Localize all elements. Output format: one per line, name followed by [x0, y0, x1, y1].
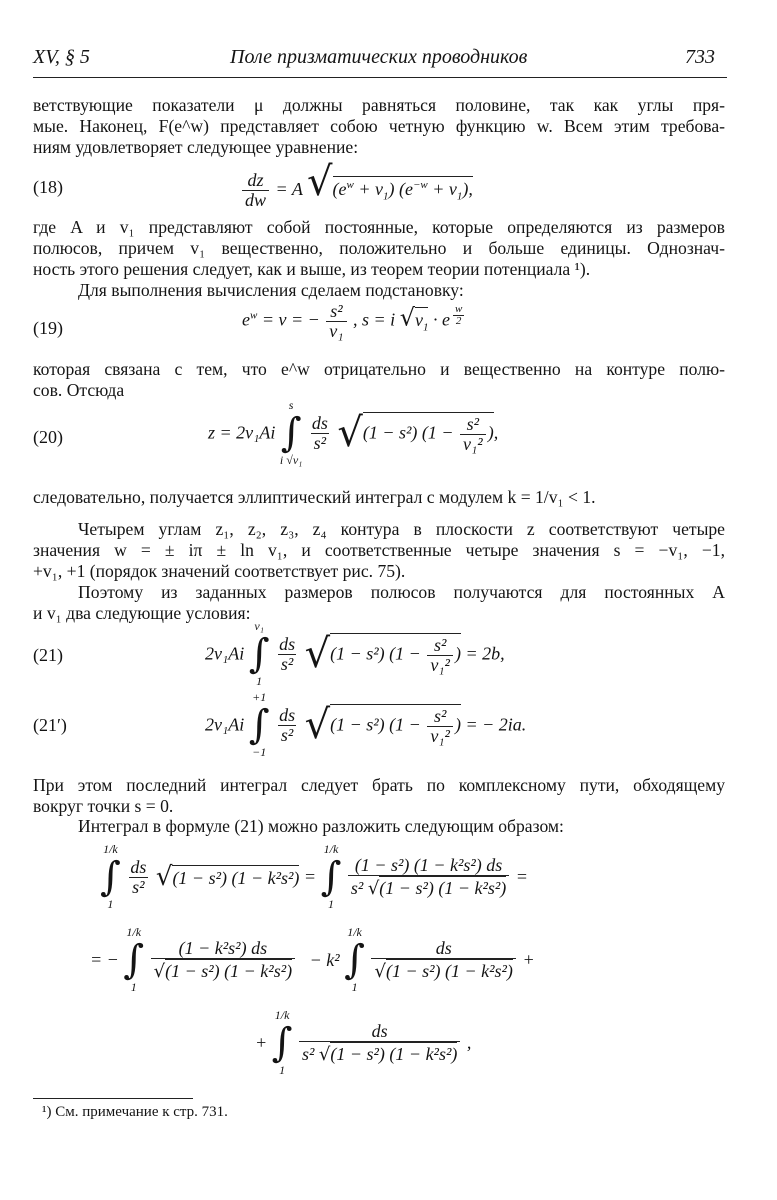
equation-number: (18)	[33, 177, 63, 197]
equation-number: (21′)	[33, 715, 67, 735]
header-rule	[33, 77, 727, 78]
text-line: которая связана с тем, что e^w отрицательно и вещественно на контуре полю-	[33, 359, 725, 379]
equation-number: (19)	[33, 318, 63, 338]
radicand: $(e^w + v_1) (e^{-w} + v_1)$,	[333, 176, 473, 203]
text-line: +v₁, +1 (порядок значений соответствует рис. 75).	[33, 561, 406, 581]
equation-22-row-2: = − 1/k ∫ 1 $\frac{\text{(1 − k²s²) ds}}{\text{√(1 − s²) (1 − k²s²)}}$ − k² 1/k ∫ 1 $\frac{ds}{\text{√(1 − s²) (1 − k²s²)}}$ +	[90, 925, 535, 994]
text-line: ниям удовлетворяет следующее уравнение:	[33, 137, 359, 157]
page-number: 733	[685, 46, 715, 68]
equation-21-prime: 2v₁Ai +1 ∫ −1 $\frac{ds}{\text{s²}}$ √(1 − s²) (1 − $\frac{\text{s²}}{\text{v₁²}}$ ) = − 2ia.	[205, 690, 527, 759]
equation-21: 2v₁Ai v₁ ∫ 1 $\frac{ds}{\text{s²}}$ √(1 − s²) (1 − $\frac{\text{s²}}{\text{v₁²}}$ ) = 2b,	[205, 619, 505, 688]
footnote: ¹) См. примечание к стр. 731.	[42, 1104, 228, 1120]
running-header-title: Поле призматических проводников	[230, 46, 528, 68]
text-line: следовательно, получается эллиптический интеграл с модулем k = 1/v₁ < 1.	[33, 487, 596, 507]
text-line: Четырем углам z₁, z₂, z₃, z₄ контура в плоскости z соответствуют четыре	[78, 519, 725, 539]
text-line: вокруг точки s = 0.	[33, 796, 174, 816]
running-header-section: XV, § 5	[33, 46, 90, 68]
text-line: ность этого решения следует, как и выше, из теорем теории потенциала ¹).	[33, 259, 591, 279]
equation-number: (21)	[33, 645, 63, 665]
text-line: мые. Наконец, F(e^w) представляет собою четную функцию w. Всем этим требова-	[33, 116, 725, 136]
equation-22-row-1: 1/k ∫ 1 $\frac{ds}{\text{s²}}$ √(1 − s²) (1 − k²s²) = 1/k ∫ 1 $\frac{\text{(1 − s²) (1 − k²s²) ds}}{\text{s² √(1 − s²) (1 − k²s²)}}$ =	[100, 842, 528, 911]
text-line: Поэтому из заданных размеров полюсов получаются для постоянных A	[78, 582, 725, 602]
text-line: Для выполнения вычисления сделаем подстановку:	[78, 280, 464, 300]
fraction: $\frac{dz}{dw}$	[242, 171, 269, 210]
text-line: При этом последний интеграл следует брать по комплексному пути, обходящему	[33, 775, 725, 795]
text-line: полюсов, причем v₁ вещественно, положительно и больше единицы. Однознач-	[33, 238, 725, 258]
equation-19: $e^w = v$ = − $\frac{\text{s²}}{\text{v₁}}$ , s = i $√v_1 \cdot e$ $^{\frac{w}{2}}$	[242, 302, 467, 341]
equation-number: (20)	[33, 427, 63, 447]
equation-18: $\frac{dz}{dw}$ = A $√(e^w + v_1) (e^{-w} + v_1)$,	[240, 162, 473, 210]
text-line: сов. Отсюда	[33, 380, 125, 400]
footnote-rule	[33, 1098, 193, 1099]
text-line: ветствующие показатели μ должны равняться половине, так как углы пря-	[33, 95, 725, 115]
text-line: где A и v₁ представляют собой постоянные, которые определяются из размеров	[33, 217, 725, 237]
equation-20: z = 2v₁Ai s ∫ i √v₁ $\frac{ds}{\text{s²}}$ √(1 − s²) (1 − $\frac{\text{s²}}{\text{v₁²}}$ ),	[208, 398, 499, 467]
text-line: и v₁ два следующие условия:	[33, 603, 251, 623]
text-line: значения w = ± iπ ± ln v₁, и соответственные четыре значения s = −v₁, −1,	[33, 540, 725, 560]
sqrt-sign: √	[307, 159, 333, 205]
text-line: Интеграл в формуле (21) можно разложить следующим образом:	[78, 816, 564, 836]
equation-22-row-3: + 1/k ∫ 1 $\frac{ds}{\text{s² √(1 − s²) (1 − k²s²)}}$ ,	[255, 1008, 472, 1077]
